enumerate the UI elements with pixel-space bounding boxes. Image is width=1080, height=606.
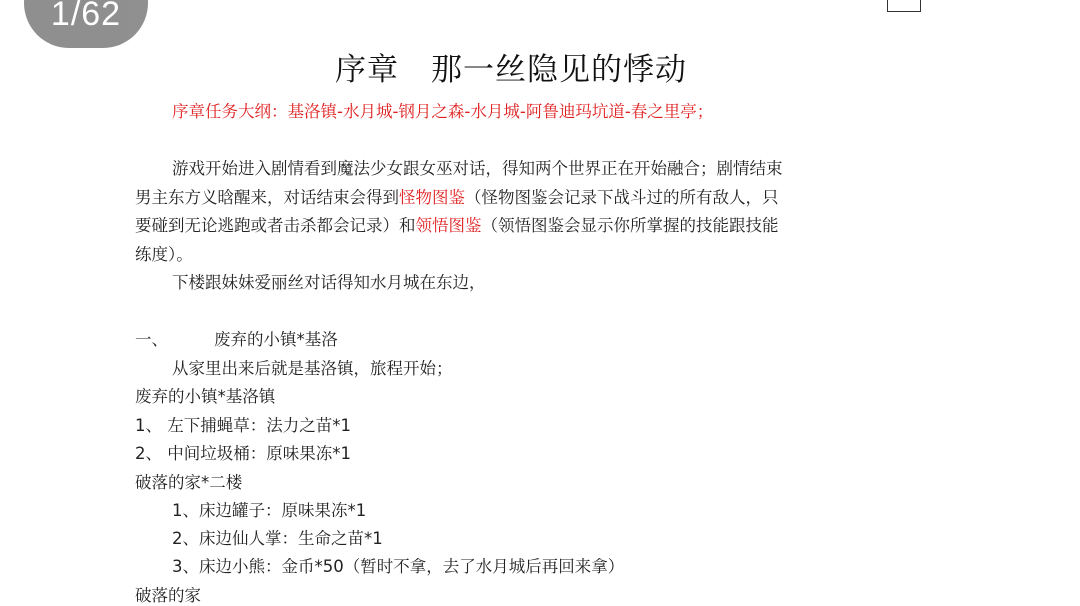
section-1-heading	[135, 326, 338, 350]
house-upstairs-label: 破落的家*二楼	[135, 473, 243, 492]
house-upstairs-item-1: 1、床边罐子：原味果冻*1	[172, 501, 367, 520]
town-item-1: 1、 左下捕蝇草：法力之苗*1	[135, 416, 351, 435]
section-1-title: 废弃的小镇*基洛	[214, 330, 338, 349]
section-1-start: 从家里出来后就是基洛镇，旅程开始；	[172, 359, 453, 378]
house-label: 破落的家	[135, 586, 201, 605]
section-1-number: 一、	[135, 330, 168, 349]
intro-line-3-text: 要碰到无论逃跑或者击杀都会记录）和	[135, 216, 416, 235]
intro-line-2-after: （怪物图鉴会记录下战斗过的所有敌人，只	[465, 188, 779, 207]
page-indicator-text: 1/62	[50, 0, 122, 33]
town-label: 废弃的小镇*基洛镇	[135, 387, 276, 406]
document-title: 序章 那一丝隐见的悸动	[335, 52, 687, 88]
intro-line-3-after: （领悟图鉴会显示你所掌握的技能跟技能	[481, 216, 779, 235]
house-upstairs-item-2: 2、床边仙人掌：生命之苗*1	[172, 529, 383, 548]
skill-book-term: 领悟图鉴	[415, 216, 482, 235]
intro-line-2-text: 男主东方义晗醒来，对话结束会得到	[135, 188, 399, 207]
intro-line-2	[135, 184, 779, 208]
page-indicator-badge	[24, 0, 148, 48]
monster-book-term: 怪物图鉴	[399, 188, 465, 207]
chapter-outline: 序章任务大纲：基洛镇-水月城-钢月之森-水月城-阿鲁迪玛坑道-春之里亭；	[172, 102, 714, 121]
intro-line-1: 游戏开始进入剧情看到魔法少女跟女巫对话，得知两个世界正在开始融合；剧情结束	[172, 159, 783, 178]
intro-line-5: 下楼跟妹妹爱丽丝对话得知水月城在东边，	[172, 273, 486, 292]
intro-line-4: 练度）。	[135, 245, 193, 264]
house-upstairs-item-3: 3、床边小熊：金币*50（暂时不拿，去了水月城后再回来拿）	[172, 557, 625, 576]
page-corner-mark	[887, 0, 921, 12]
intro-line-3	[135, 212, 779, 236]
town-item-2: 2、 中间垃圾桶：原味果冻*1	[135, 444, 351, 463]
